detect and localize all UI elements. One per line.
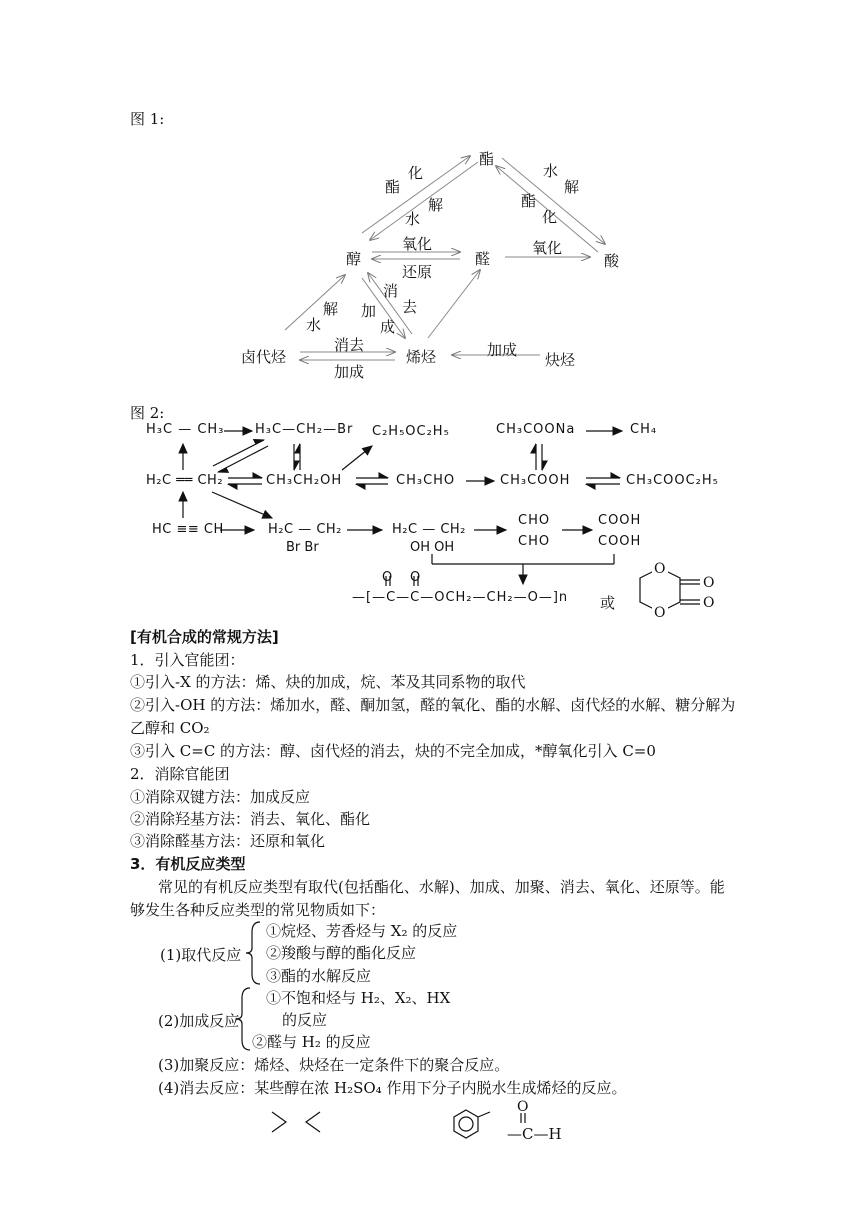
text-line: 1．引入官能团：: [130, 651, 245, 669]
f2-arrow: [213, 440, 264, 466]
arrow-alkene-to-aldehyde: [428, 270, 480, 338]
node-haloalkane: 卤代烃: [241, 348, 287, 366]
text-line: ②醛与 H₂ 的反应: [252, 1033, 371, 1051]
edge-label: 水: [306, 316, 322, 334]
text-line: (4)消去反应：某些醇在浓 H₂SO₄ 作用下分子内脱水生成烯烃的反应。: [158, 1079, 627, 1097]
fig2-label: 图 2:: [130, 404, 165, 422]
edge-label: 氧化: [532, 239, 563, 257]
formula-ethylene: H₂C ══ CH₂: [146, 473, 224, 488]
edge-label: 去: [402, 298, 418, 316]
edge-label: 加: [361, 302, 377, 320]
formula-ethanol: CH₃CH₂OH: [266, 473, 343, 488]
aldehyde-ch: —C—H: [507, 1125, 562, 1143]
formula-acetic-acid: CH₃COOH: [500, 473, 571, 488]
edge-label: 水: [405, 210, 421, 228]
formula-ethane: H₃C — CH₃: [146, 422, 225, 437]
formula-ethyl-acetate: CH₃COOC₂H₅: [626, 473, 719, 488]
node-acid: 酸: [604, 252, 620, 270]
formula-methane: CH₄: [630, 422, 658, 437]
edge-label: 成: [380, 318, 396, 336]
formula-dibromo-top: H₂C — CH₂: [268, 522, 342, 537]
text-line: 的反应: [282, 1011, 328, 1029]
edge-label: 解: [564, 178, 580, 196]
formula-glyoxal-2: CHO: [518, 534, 551, 549]
text-line: 够发生各种反应类型的常见物质如下：: [130, 901, 386, 919]
edge-label: 加成: [487, 341, 518, 359]
node-alkene: 烯烃: [406, 348, 437, 366]
subsection-heading: 3．有机反应类型: [130, 855, 246, 873]
node-ester: 酯: [479, 150, 495, 168]
edge-label: 氧化: [402, 235, 433, 253]
formula-polymer: —[—C—C—OCH₂—CH₂—O—]n: [352, 590, 569, 605]
text-line: ③消除醛基方法：还原和氧化: [130, 832, 326, 850]
text-line: 2．消除官能团: [130, 765, 230, 783]
brace-addition: [234, 986, 254, 1052]
fig1-label: 图 1:: [130, 110, 165, 128]
text-line: ①引入-X 的方法：烯、炔的加成，烷、苯及其同系物的取代: [130, 673, 526, 691]
polymer-o1: O: [382, 570, 393, 585]
text-line: ②羧酸与醇的酯化反应: [266, 944, 417, 962]
formula-ether: C₂H₅OC₂H₅: [372, 424, 450, 439]
text-line: 乙醇和 CO₂: [130, 719, 210, 737]
formula-acetylene: HC ≡≡ CH: [152, 522, 224, 537]
formula-sodium-acetate: CH₃COONa: [496, 422, 576, 437]
edge-label: 化: [542, 208, 558, 226]
edge-label: 水: [543, 162, 559, 180]
node-alkyne: 炔烃: [545, 351, 576, 369]
edge-label: 消: [383, 282, 399, 300]
edge-label: 解: [323, 300, 339, 318]
text-line: (3)加聚反应：烯烃、炔烃在一定条件下的聚合反应。: [158, 1056, 510, 1074]
formula-oxalic-1: COOH: [598, 513, 642, 528]
brace-label-substitution: (1)取代反应: [160, 946, 242, 964]
svg-text:O: O: [654, 605, 666, 621]
node-alcohol: 醇: [346, 250, 362, 268]
edge-label: 加成: [334, 363, 365, 381]
formula-bromoethane: H₃C—CH₂—Br: [255, 422, 354, 437]
svg-text:O: O: [703, 595, 715, 611]
node-aldehyde: 醛: [475, 250, 491, 268]
f2-arrow: [342, 446, 372, 470]
edge-label: 消去: [334, 336, 365, 354]
text-line: ①消除双键方法：加成反应: [130, 788, 311, 806]
polymer-o2: O: [410, 570, 421, 585]
or-word: 或: [600, 594, 616, 612]
formula-glyoxal-1: CHO: [518, 513, 551, 528]
edge-label: 还原: [402, 263, 433, 281]
edge-label: 化: [408, 164, 424, 182]
formula-glycol-bottom: OH OH: [410, 540, 455, 555]
formula-oxalic-2: COOH: [598, 534, 642, 549]
edge-label: 酯: [521, 192, 537, 210]
brace-substitution: [244, 920, 264, 986]
text-line: 常见的有机反应类型有取代(包括酯化、水解)、加成、加聚、消去、氧化、还原等。能: [158, 878, 725, 896]
text-line: ①烷烃、芳香烃与 X₂ 的反应: [266, 922, 458, 940]
arrow-ester-to-alcohol: [370, 162, 478, 240]
f2-arrow: [212, 492, 272, 518]
text-line: ②引入-OH 的方法：烯加水，醛、酮加氢，醛的氧化、酯的水解、卤代烃的水解、糖分解为: [130, 696, 736, 714]
text-line: ③酯的水解反应: [266, 967, 372, 985]
formula-glycol-top: H₂C — CH₂: [392, 522, 466, 537]
section-heading: [有机合成的常规方法]: [130, 628, 279, 646]
benzene-ring-icon: [454, 1110, 478, 1138]
brace-label-addition: (2)加成反应: [158, 1012, 240, 1030]
text-line: ①不饱和烃与 H₂、X₂、HX: [266, 989, 451, 1007]
edge-label: 解: [428, 196, 444, 214]
bottom-structures: [0, 1100, 860, 1160]
text-line: ③引入 C=C 的方法：醇、卤代烃的消去，炔的不完全加成，*醇氧化引入 C=0: [130, 742, 656, 760]
formula-acetaldehyde: CH₃CHO: [396, 473, 456, 488]
edge-label: 酯: [385, 178, 401, 196]
aldehyde-o: O: [517, 1099, 529, 1115]
svg-text:O: O: [703, 575, 715, 591]
svg-text:O: O: [654, 561, 666, 577]
formula-dibromo-bottom: Br Br: [286, 540, 319, 555]
text-line: ②消除羟基方法：消去、氧化、酯化: [130, 810, 371, 828]
